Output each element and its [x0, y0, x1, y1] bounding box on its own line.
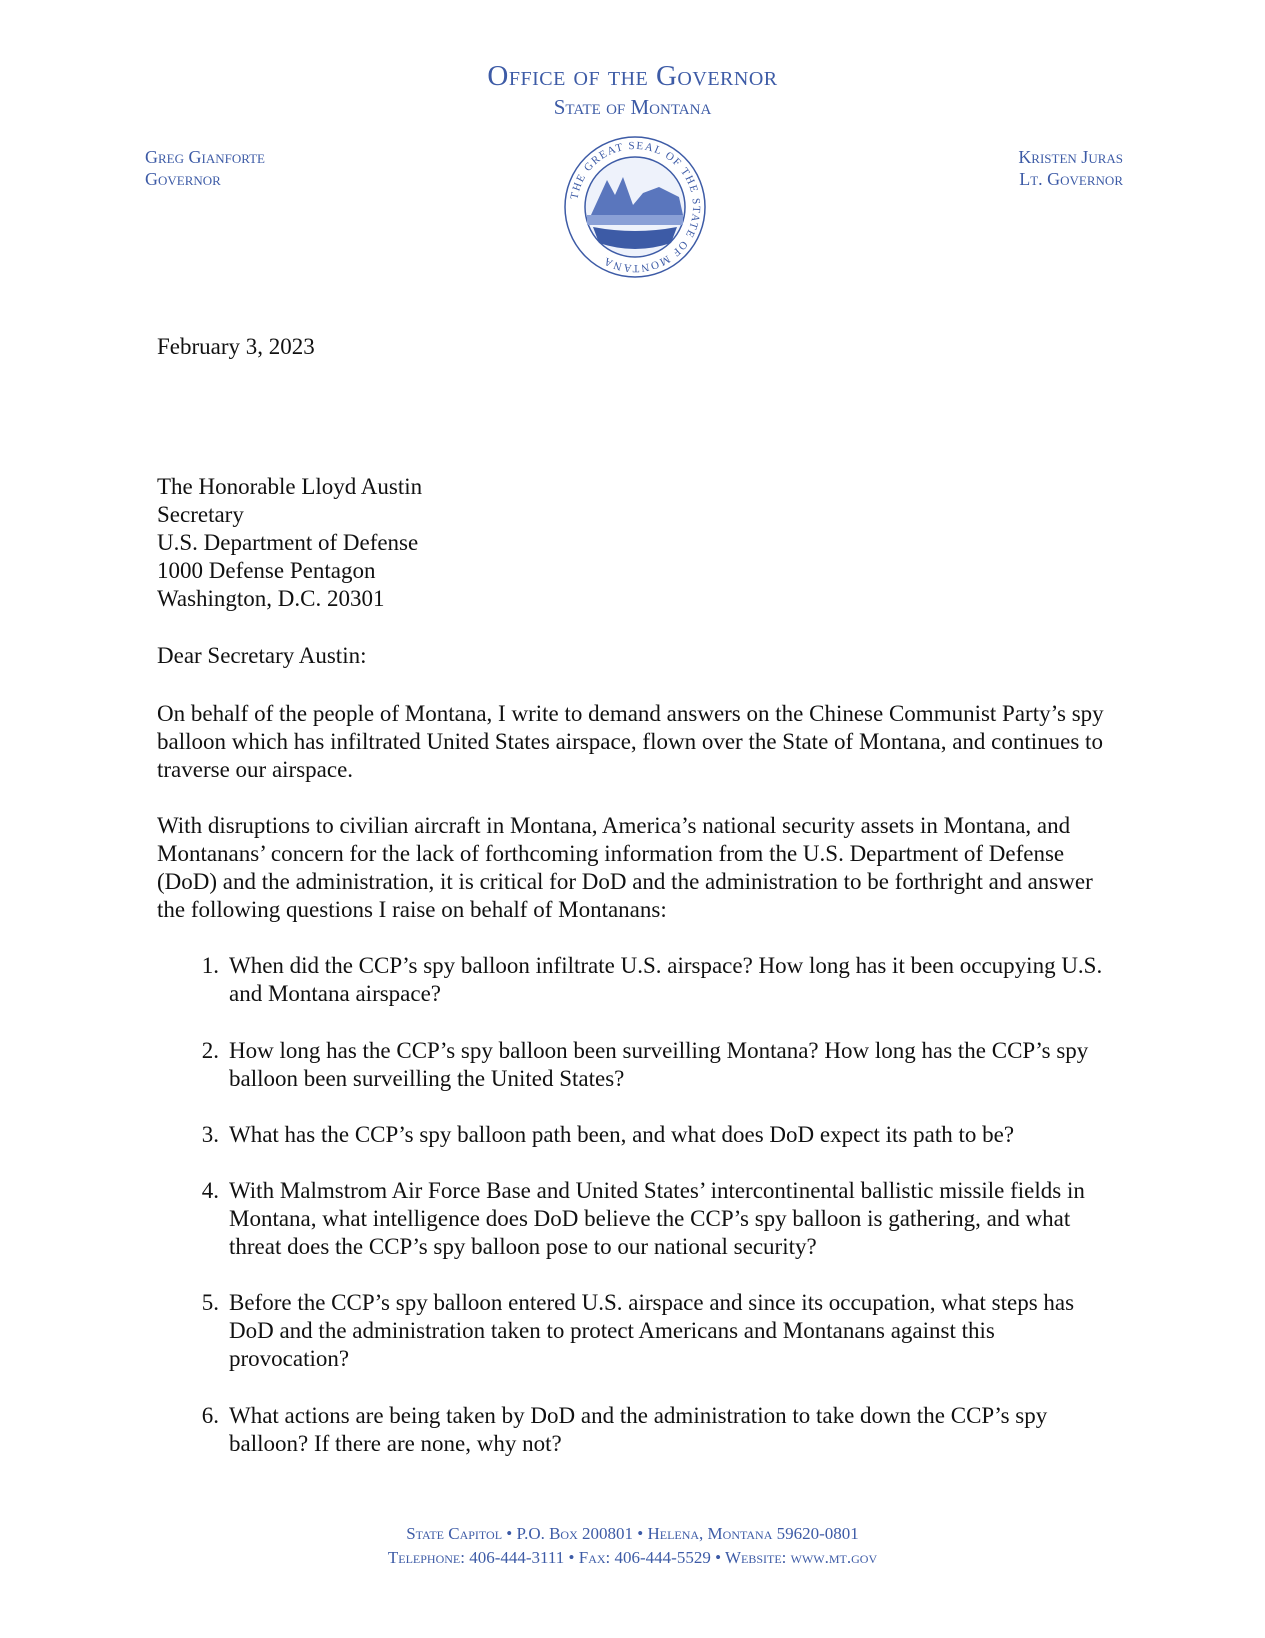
question-item — [157, 1289, 1117, 1373]
question-number: 6. — [201, 1403, 219, 1428]
question-item — [157, 1121, 1117, 1149]
governor-block — [145, 146, 265, 190]
question-number: 1. — [201, 953, 219, 978]
question-number: 2. — [201, 1038, 219, 1063]
recipient-line: U.S. Department of Defense — [157, 530, 419, 555]
question-number: 4. — [201, 1178, 219, 1203]
paragraph: With disruptions to civilian aircraft in Montana, America’s national security assets in Montana, and Montanans’ concern for the lack of forthcoming information from the U.S. Department of Defense (DoD) and the administration, it is critical for DoD and the administration to be forthright and answer the following questions I raise on behalf of Montanans: — [157, 813, 1093, 922]
question-text: With Malmstrom Air Force Base and United States’ intercontinental ballistic missile fields in Montana, what intelligence does DoD believe the CCP’s spy balloon is gathering, and what threat does the CCP’s spy balloon pose to our national security? — [229, 1178, 1085, 1259]
question-text: Before the CCP’s spy balloon entered U.S. airspace and since its occupation, what steps has DoD and the administration taken to protect Americans and Montanans against this provocation? — [229, 1290, 1075, 1371]
question-text: What has the CCP’s spy balloon path been, and what does DoD expect its path to be? — [229, 1122, 1015, 1147]
recipient-line: The Honorable Lloyd Austin — [157, 474, 423, 499]
question-number: 3. — [201, 1122, 219, 1147]
salutation: Dear Secretary Austin: — [157, 643, 367, 668]
recipient-line: Secretary — [157, 502, 244, 527]
governor-name: Greg Gianforte — [145, 147, 265, 167]
recipient-address — [157, 473, 422, 613]
footer-contact: Telephone: 406-444-3111 • Fax: 406-444-5529 • Website: www.mt.gov — [387, 1548, 878, 1567]
letterhead-footer — [0, 1522, 1265, 1570]
question-text: When did the CCP’s spy balloon infiltrate U.S. airspace? How long has it been occupying U.S. and Montana airspace? — [229, 953, 1103, 1006]
letter-date: February 3, 2023 — [157, 334, 315, 359]
governor-title: Governor — [145, 169, 221, 189]
recipient-line: Washington, D.C. 20301 — [157, 586, 385, 611]
lt-governor-name: Kristen Juras — [1018, 147, 1123, 167]
letterhead-title: Office of the Governor — [487, 60, 778, 92]
lt-governor-title: Lt. Governor — [1019, 169, 1123, 189]
letterhead-subtitle: State of Montana — [553, 95, 712, 119]
question-text: What actions are being taken by DoD and the administration to take down the CCP’s spy balloon? If there are none, why not? — [229, 1403, 1048, 1456]
svg-text:THE GREAT SEAL OF THE STATE OF: THE GREAT SEAL OF THE STATE OF MONTANA — [568, 139, 703, 275]
lt-governor-block — [1018, 146, 1123, 190]
question-item — [157, 1402, 1117, 1458]
footer-address: State Capitol • P.O. Box 200801 • Helena, Montana 59620-0801 — [406, 1524, 859, 1543]
question-item — [157, 1037, 1117, 1093]
state-seal-icon — [563, 135, 707, 279]
question-item — [157, 952, 1117, 1008]
question-text: How long has the CCP’s spy balloon been surveilling Montana? How long has the CCP’s spy balloon been surveilling the United States? — [229, 1038, 1089, 1091]
paragraph: On behalf of the people of Montana, I write to demand answers on the Chinese Communist Party’s spy balloon which has infiltrated United States airspace, flown over the State of Montana, and continues to traverse our airspace. — [157, 701, 1104, 782]
question-number: 5. — [201, 1290, 219, 1315]
question-item — [157, 1177, 1117, 1261]
recipient-line: 1000 Defense Pentagon — [157, 558, 376, 583]
